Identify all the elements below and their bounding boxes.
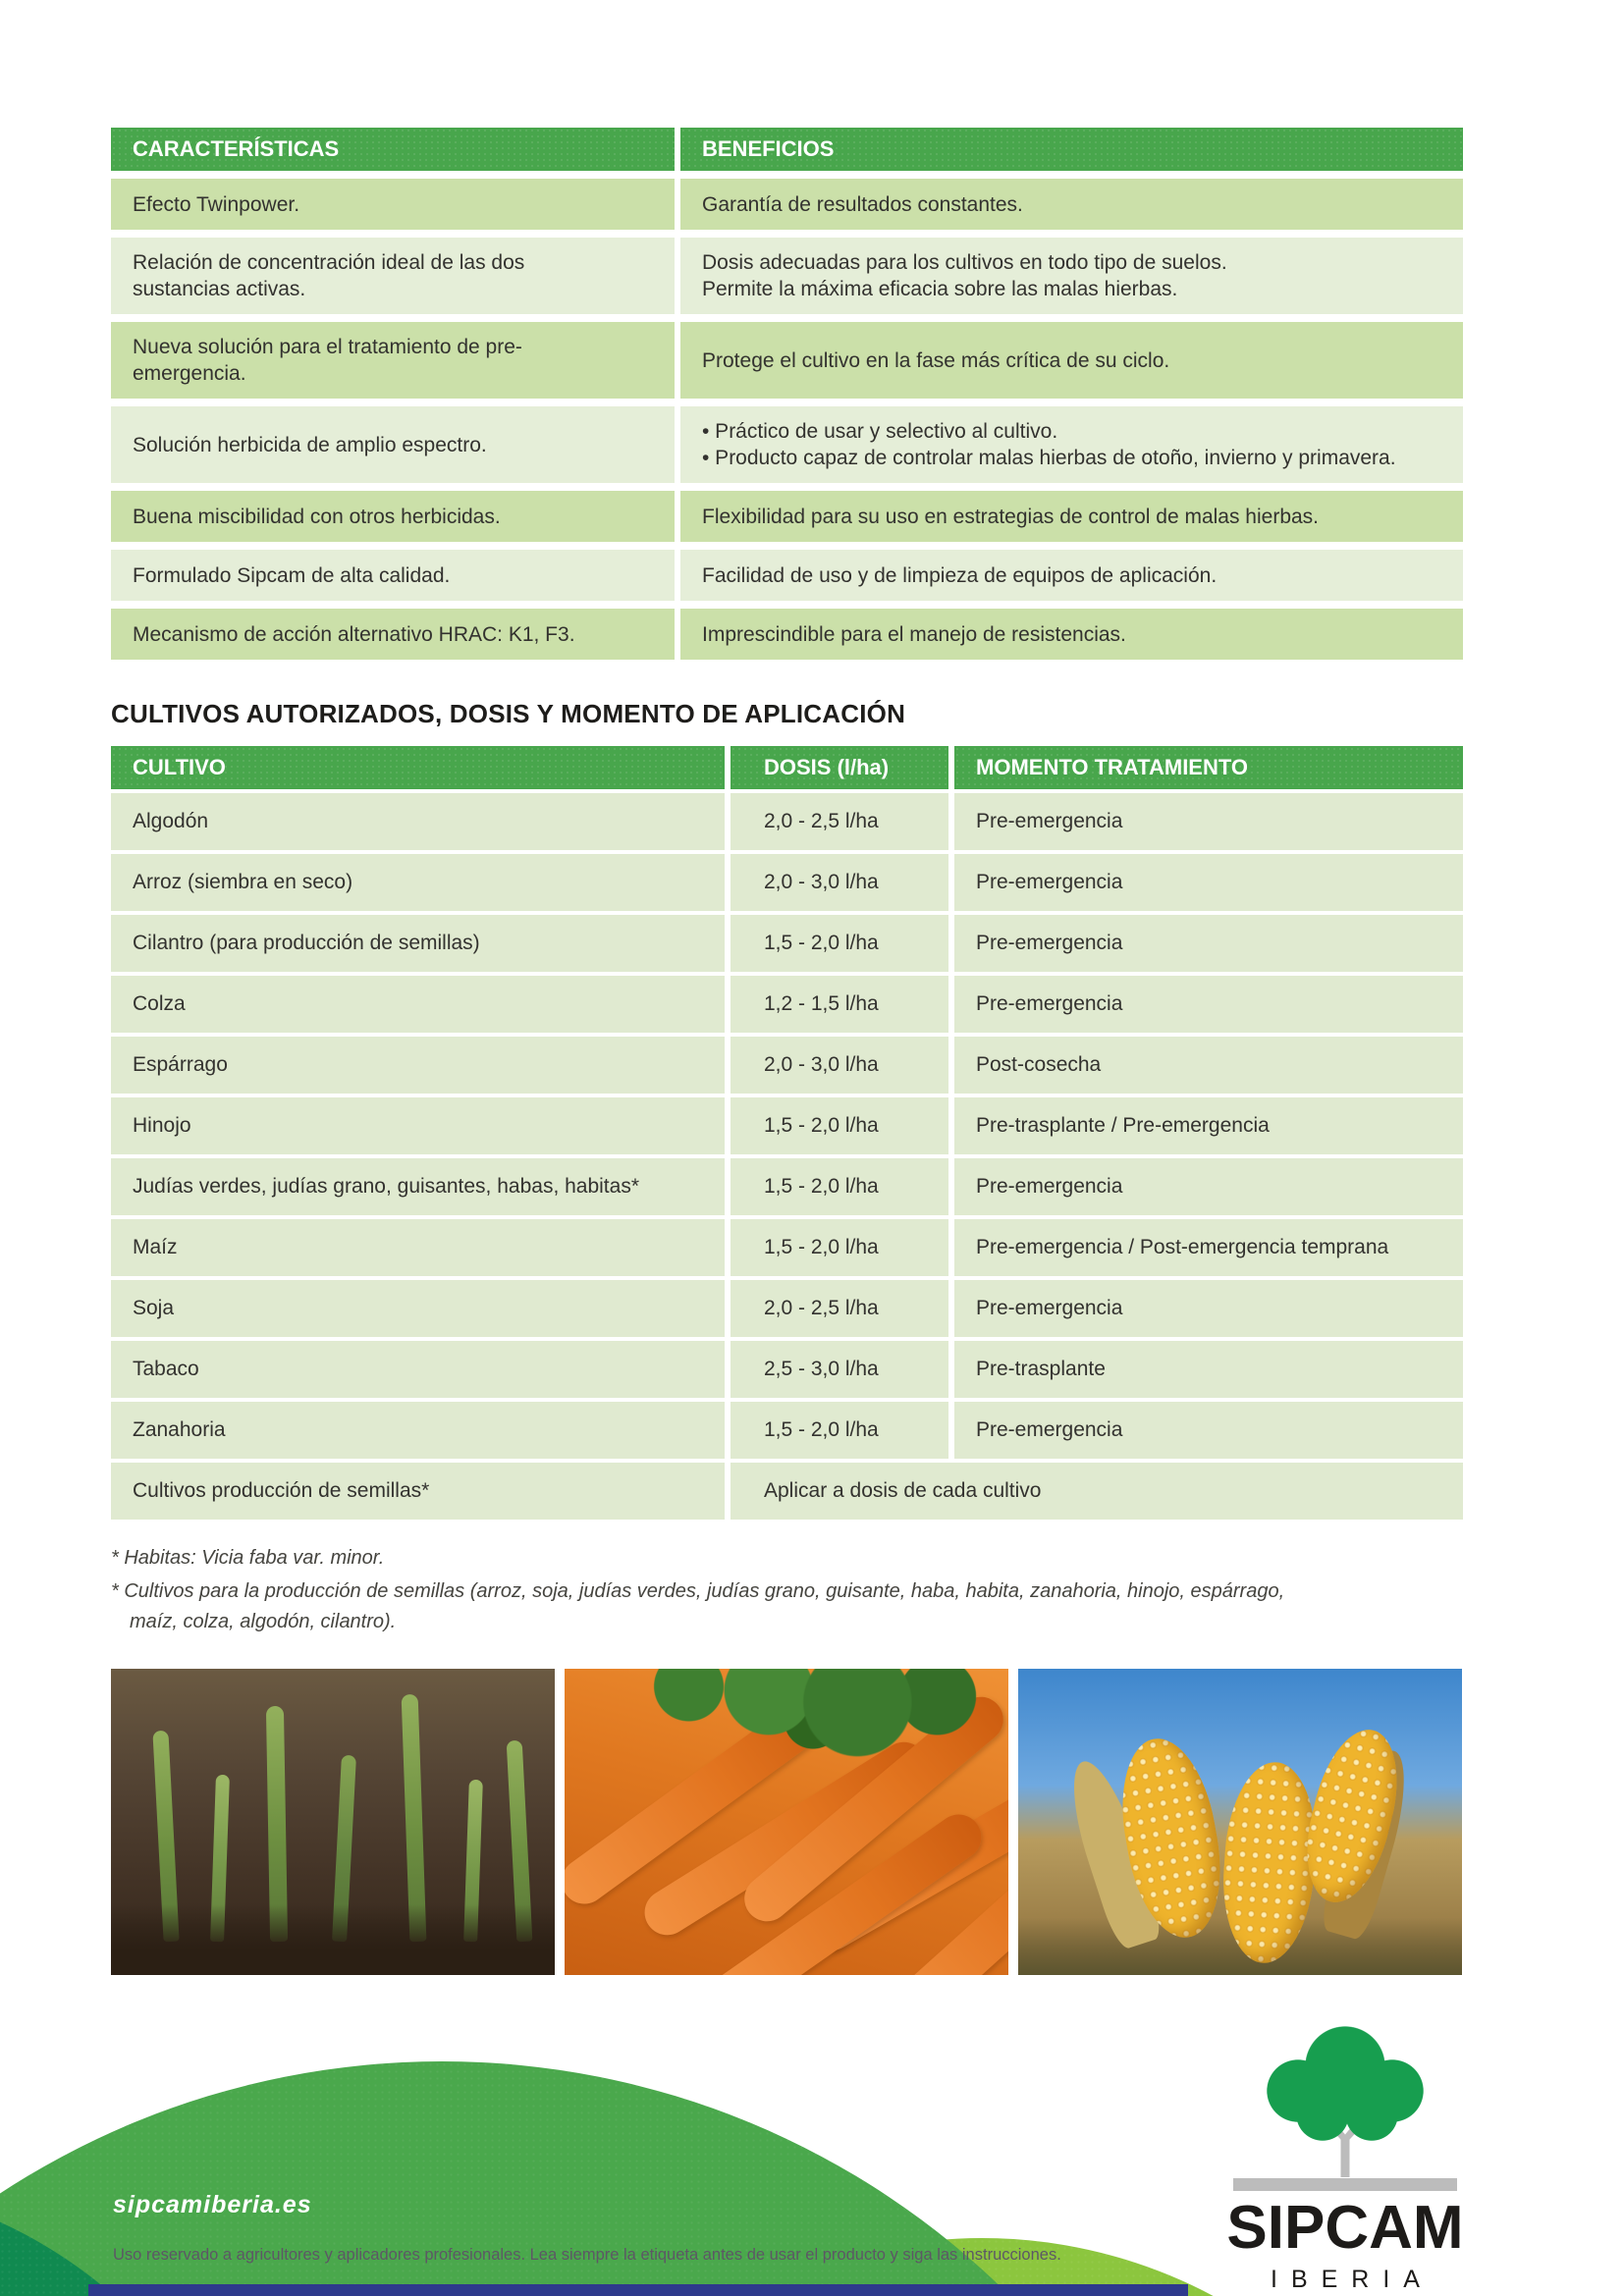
characteristics-benefits-table [111, 128, 1463, 660]
table-row [111, 976, 1463, 1033]
cultivo-cell: Judías verdes, judías grano, guisantes, habas, habitas* [111, 1158, 725, 1215]
beneficio-cell [680, 609, 1463, 660]
table-row [111, 793, 1463, 850]
caracteristica-cell: Nueva solución para el tratamiento de pre-emergencia. [111, 322, 675, 399]
dosis-cell: 1,2 - 1,5 l/ha [731, 976, 948, 1033]
momento-cell: Pre-trasplante / Pre-emergencia [954, 1097, 1463, 1154]
decor [152, 1731, 179, 1943]
decor [332, 1755, 356, 1943]
table-row [111, 491, 1463, 542]
momento-cell: Pre-emergencia / Post-emergencia temprana [954, 1219, 1463, 1276]
dosis-cell: 2,0 - 3,0 l/ha [731, 854, 948, 911]
tree-base [1233, 2178, 1457, 2191]
beneficio-line: Imprescindible para el manejo de resistencias. [702, 622, 1126, 646]
beneficio-line: Facilidad de uso y de limpieza de equipos de aplicación. [702, 563, 1218, 587]
cultivo-cell: Cultivos producción de semillas* [111, 1463, 725, 1520]
caracteristica-cell: Buena miscibilidad con otros herbicidas. [111, 491, 675, 542]
momento-cell: Pre-emergencia [954, 1280, 1463, 1337]
beneficio-line: Protege el cultivo en la fase más crítica de su ciclo. [702, 348, 1170, 372]
table-row [111, 1037, 1463, 1094]
decor [507, 1740, 533, 1943]
dosis-cell: 1,5 - 2,0 l/ha [731, 1402, 948, 1459]
caracteristica-cell: Relación de concentración ideal de las dos sustancias activas. [111, 238, 675, 314]
bottom-blue-bar [88, 2284, 1188, 2296]
table-body [111, 179, 1463, 660]
dosis-cell: 2,0 - 2,5 l/ha [731, 793, 948, 850]
photo-asparagus-field [111, 1669, 555, 1975]
cultivo-cell: Maíz [111, 1219, 725, 1276]
dosis-cell: 1,5 - 2,0 l/ha [731, 1097, 948, 1154]
momento-cell: Pre-emergencia [954, 1158, 1463, 1215]
brand-name: SIPCAM [1226, 2194, 1464, 2262]
cultivo-cell: Colza [111, 976, 725, 1033]
beneficio-cell [680, 550, 1463, 601]
column-header-beneficios: BENEFICIOS [680, 128, 1463, 171]
footnotes [111, 1543, 1299, 1640]
momento-cell: Pre-emergencia [954, 854, 1463, 911]
dosis-cell: 2,0 - 2,5 l/ha [731, 1280, 948, 1337]
page-title: CULTIVOS AUTORIZADOS, DOSIS Y MOMENTO DE APLICACIÓN [111, 699, 906, 728]
caracteristica-cell: Formulado Sipcam de alta calidad. [111, 550, 675, 601]
table-row [111, 179, 1463, 230]
table-body [111, 793, 1463, 1459]
caracteristica-cell: Efecto Twinpower. [111, 179, 675, 230]
momento-cell: Pre-emergencia [954, 915, 1463, 972]
column-header-momento: MOMENTO TRATAMIENTO [954, 746, 1463, 789]
footnote: * Habitas: Vicia faba var. minor. [111, 1547, 385, 1569]
dosis-cell: 2,0 - 3,0 l/ha [731, 1037, 948, 1094]
table-header-row [111, 746, 1463, 789]
website-link[interactable]: sipcamiberia.es [113, 2191, 312, 2218]
table-row [111, 1219, 1463, 1276]
dosis-cell: 1,5 - 2,0 l/ha [731, 1158, 948, 1215]
dosis-cell: 1,5 - 2,0 l/ha [731, 1219, 948, 1276]
cultivo-cell: Soja [111, 1280, 725, 1337]
table-row [111, 609, 1463, 660]
cultivo-cell: Tabaco [111, 1341, 725, 1398]
table-row [111, 1280, 1463, 1337]
beneficio-line: Garantía de resultados constantes. [702, 192, 1023, 216]
caracteristica-cell: Solución herbicida de amplio espectro. [111, 406, 675, 483]
decor [463, 1780, 483, 1942]
cultivo-cell: Cilantro (para producción de semillas) [111, 915, 725, 972]
table-row [111, 854, 1463, 911]
decor [266, 1706, 288, 1942]
table-header-row [111, 128, 1463, 171]
cultivo-cell: Hinojo [111, 1097, 725, 1154]
usage-disclaimer: Uso reservado a agricultores y aplicadores profesionales. Lea siempre la etiqueta antes de usar el producto y siga las instrucciones. [113, 2246, 1061, 2264]
decor [402, 1694, 427, 1942]
cultivo-cell: Algodón [111, 793, 725, 850]
cultivo-cell: Espárrago [111, 1037, 725, 1094]
momento-cell: Pre-emergencia [954, 793, 1463, 850]
cultivo-cell: Arroz (siembra en seco) [111, 854, 725, 911]
beneficio-line: • Producto capaz de controlar malas hierbas de otoño, invierno y primavera. [702, 447, 1396, 469]
beneficio-cell [680, 491, 1463, 542]
column-header-caracteristicas: CARACTERÍSTICAS [111, 128, 675, 171]
photo-carrots [565, 1669, 1008, 1975]
table-row [111, 322, 1463, 399]
cultivo-cell: Zanahoria [111, 1402, 725, 1459]
sipcam-iberia-logo [1134, 2024, 1556, 2294]
table-row [111, 1341, 1463, 1398]
tree-canopy [1262, 2024, 1429, 2142]
photo-corn [1018, 1669, 1462, 1975]
merged-dosis-momento-cell: Aplicar a dosis de cada cultivo [731, 1463, 1463, 1520]
beneficio-cell [680, 238, 1463, 314]
photo-strip [111, 1669, 1462, 1975]
beneficio-cell [680, 406, 1463, 483]
brand-region: IBERIA [1271, 2266, 1434, 2293]
footnote: * Cultivos para la producción de semillas (arroz, soja, judías verdes, judías grano, guisante, haba, habita, zanahoria, hinojo, espárrago, maíz, colza, algodón, cilantro). [111, 1580, 1285, 1632]
cultivos-dosis-table [111, 746, 1463, 1520]
beneficio-cell [680, 322, 1463, 399]
table-row [111, 1158, 1463, 1215]
column-header-cultivo: CULTIVO [111, 746, 725, 789]
beneficio-cell [680, 179, 1463, 230]
dosis-cell: 1,5 - 2,0 l/ha [731, 915, 948, 972]
table-row [111, 550, 1463, 601]
beneficio-line: Dosis adecuadas para los cultivos en todo tipo de suelos. [702, 251, 1227, 274]
momento-cell: Pre-emergencia [954, 976, 1463, 1033]
table-row [111, 1402, 1463, 1459]
momento-cell: Post-cosecha [954, 1037, 1463, 1094]
table-row [111, 238, 1463, 314]
beneficio-line: Permite la máxima eficacia sobre las malas hierbas. [702, 278, 1178, 300]
table-row [111, 915, 1463, 972]
column-header-dosis: DOSIS (l/ha) [731, 746, 948, 789]
beneficio-line: • Práctico de usar y selectivo al cultivo. [702, 420, 1058, 443]
decor [210, 1775, 230, 1942]
momento-cell: Pre-trasplante [954, 1341, 1463, 1398]
table-row [111, 406, 1463, 483]
momento-cell: Pre-emergencia [954, 1402, 1463, 1459]
tree-logo-icon [1232, 2024, 1458, 2191]
beneficio-line: Flexibilidad para su uso en estrategias de control de malas hierbas. [702, 505, 1320, 528]
caracteristica-cell: Mecanismo de acción alternativo HRAC: K1, F3. [111, 609, 675, 660]
table-row-merged [111, 1463, 1463, 1520]
dosis-cell: 2,5 - 3,0 l/ha [731, 1341, 948, 1398]
decor [1218, 1759, 1322, 1966]
table-row [111, 1097, 1463, 1154]
